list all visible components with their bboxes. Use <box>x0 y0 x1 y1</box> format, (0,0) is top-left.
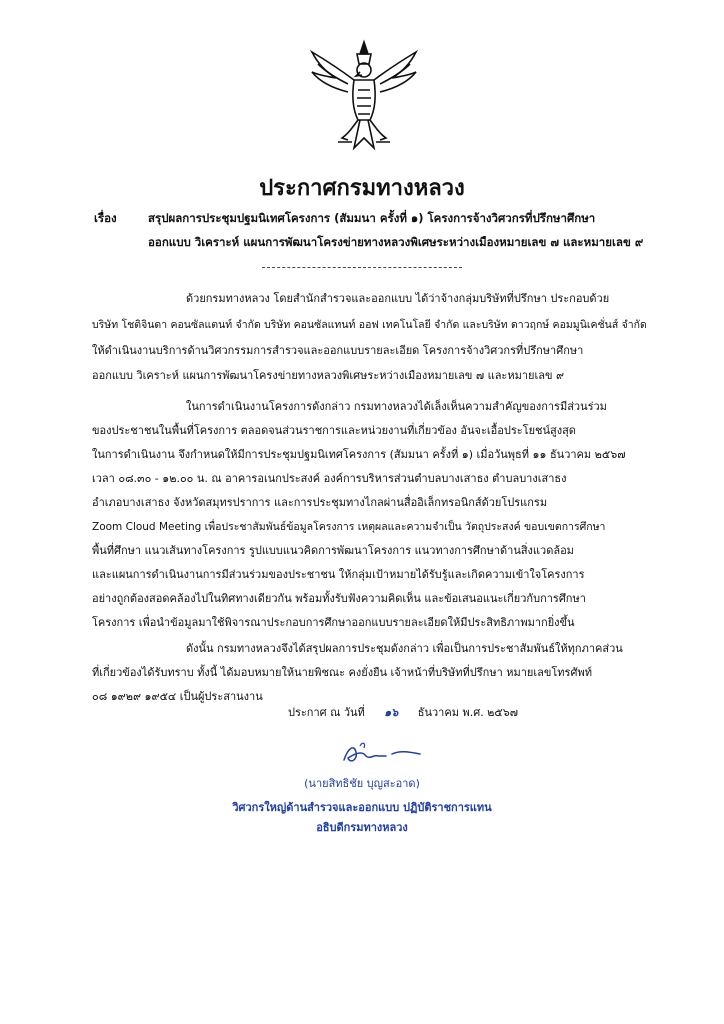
date-prefix: ประกาศ ณ วันที่ <box>288 706 365 719</box>
document-title: ประกาศกรมทางหลวง <box>259 176 465 201</box>
paragraph-1-line: ด้วยกรมทางหลวง โดยสำนักสำรวจและออกแบบ ได้ว่าจ้างกลุ่มบริษัทที่ปรึกษา ประกอบด้วย <box>186 292 610 305</box>
paragraph-1-line: ออกแบบ วิเคราะห์ แผนการพัฒนาโครงข่ายทางหลวงพิเศษระหว่างเมืองหมายเลข ๗ และหมายเลข ๙ <box>92 369 565 382</box>
paragraph-2-line: อำเภอบางเสาธง จังหวัดสมุทรปราการ และการประชุมทางไกลผ่านสื่ออิเล็กทรอนิกส์ด้วยโปรแกรม <box>92 496 548 509</box>
subject-line-1: สรุปผลการประชุมปฐมนิเทศโครงการ (สัมมนา ครั้งที่ ๑) โครงการจ้างวิศวกรที่ปรึกษาศึกษา <box>148 211 596 225</box>
paragraph-1-line: ให้ดำเนินงานบริการด้านวิศวกรรมการสำรวจและออกแบบรายละเอียด โครงการจ้างวิศวกรที่ปรึกษาศึกษา <box>92 344 584 357</box>
paragraph-2-line: เวลา ๐๘.๓๐ - ๑๒.๐๐ น. ณ อาคารอเนกประสงค์ องค์การบริหารส่วนตำบลบางเสาธง ตำบลบางเสาธง <box>92 472 567 485</box>
paragraph-2-line: อย่างถูกต้องสอดคล้องไปในทิศทางเดียวกัน พร้อมทั้งรับฟังความคิดเห็น และข้อเสนอแนะเกี่ยวกับการศึกษา <box>92 592 586 605</box>
paragraph-3-line: ดังนั้น กรมทางหลวงจึงได้สรุปผลการประชุมดังกล่าว เพื่อเป็นการประชาสัมพันธ์ให้ทุกภาคส่วน <box>186 642 623 655</box>
paragraph-2-line: ของประชาชนในพื้นที่โครงการ ตลอดจนส่วนราชการและหน่วยงานที่เกี่ยวข้อง อันจะเอื้อประโยชน์สูงสุด <box>92 424 576 437</box>
paragraph-3-line: ที่เกี่ยวข้องได้รับทราบ ทั้งนี้ ได้มอบหมายให้นายพิชณะ คงยั่งยืน เจ้าหน้าที่บริษัทที่ปรึกษา หมายเลขโทรศัพท์ <box>92 666 592 679</box>
subject-label: เรื่อง <box>94 211 117 225</box>
announcement-date <box>288 703 518 721</box>
date-month-year: ธันวาคม พ.ศ. ๒๕๖๗ <box>417 706 519 719</box>
paragraph-2-line: และแผนการดำเนินงานการมีส่วนร่วมของประชาชน ให้กลุ่มเป้าหมายได้รับรู้และเกิดความเข้าใจโครงการ <box>92 568 585 581</box>
paragraph-2-line: พื้นที่ศึกษา แนวเส้นทางโครงการ รูปแบบแนวคิดการพัฒนาโครงการ แนวทางการศึกษาด้านสิ่งแวดล้อม <box>92 544 574 557</box>
signatory-name: (นายสิทธิชัย บุญสะอาด) <box>304 777 420 790</box>
paragraph-2-line: ในการดำเนินงาน จึงกำหนดให้มีการประชุมปฐมนิเทศโครงการ (สัมมนา ครั้งที่ ๑) เมื่อวันพุธที่ ๑๑ ธันวาคม ๒๕๖๗ <box>92 448 626 461</box>
paragraph-3-line: ๐๘ ๑๙๒๙ ๑๙๕๔ เป็นผู้ประสานงาน <box>92 690 263 703</box>
paragraph-2-line: โครงการ เพื่อนำข้อมูลมาใช้พิจารณาประกอบการศึกษาออกแบบรายละเอียดให้มีประสิทธิภาพมากยิ่งขึ้น <box>92 616 575 629</box>
paragraph-2-line: Zoom Cloud Meeting เพื่อประชาสัมพันธ์ข้อมูลโครงการ เหตุผลและความจำเป็น วัตถุประสงค์ ขอบเขตการศึกษา <box>92 521 606 533</box>
handwritten-signature <box>340 738 424 768</box>
signatory-title: วิศวกรใหญ่ด้านสำรวจและออกแบบ ปฏิบัติราชการแทน <box>232 801 492 814</box>
date-day: ๑๖ <box>384 706 399 719</box>
subject-line-2: ออกแบบ วิเคราะห์ แผนการพัฒนาโครงข่ายทางหลวงพิเศษระหว่างเมืองหมายเลข ๗ และหมายเลข ๙ <box>148 235 644 249</box>
paragraph-2-line: ในการดำเนินงานโครงการดังกล่าว กรมทางหลวงได้เล็งเห็นความสำคัญของการมีส่วนร่วม <box>186 400 607 413</box>
signatory-title: อธิบดีกรมทางหลวง <box>316 821 408 834</box>
divider-line <box>262 267 462 268</box>
paragraph-1-line: บริษัท โชติจินดา คอนซัลแตนท์ จำกัด บริษัท คอนซัลแทนท์ ออฟ เทคโนโลยี จำกัด และบริษัท ดาวฤกษ์ คอมมูนิเคชั่นส์ จำกัด <box>92 319 647 331</box>
garuda-emblem-icon <box>308 38 420 156</box>
